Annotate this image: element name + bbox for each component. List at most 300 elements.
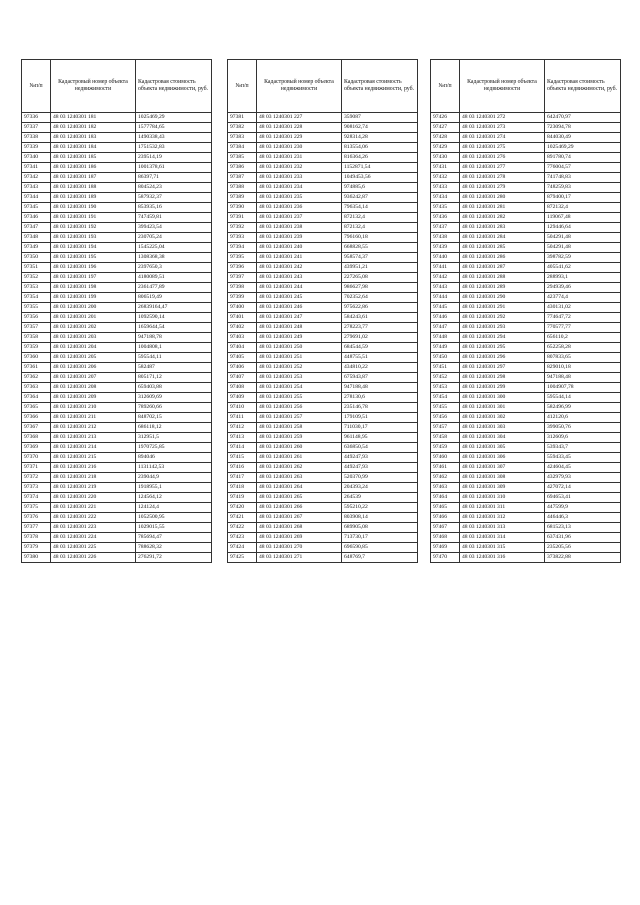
cell-cadastral-cost: 294939,46 xyxy=(545,283,621,293)
cell-cadastral-number: 48 03 1240301 282 xyxy=(460,213,545,223)
cell-cadastral-cost: 204393,24 xyxy=(342,483,418,493)
header-number: №п/п xyxy=(22,60,51,113)
cell-cadastral-number: 48 03 1240301 197 xyxy=(51,273,136,283)
cell-cadastral-cost: 642470,97 xyxy=(545,113,621,123)
cell-number: 97426 xyxy=(431,113,460,123)
cell-cadastral-number: 48 03 1240301 227 xyxy=(257,113,342,123)
cell-cadastral-number: 48 03 1240301 189 xyxy=(51,193,136,203)
cell-cadastral-number: 48 03 1240301 246 xyxy=(257,303,342,313)
table-row xyxy=(228,553,418,563)
cell-cadastral-cost: 278223,77 xyxy=(342,323,418,333)
cell-cadastral-cost: 432979,93 xyxy=(545,473,621,483)
cell-cadastral-cost: 741748,83 xyxy=(545,173,621,183)
cell-cadastral-number: 48 03 1240301 314 xyxy=(460,533,545,543)
cell-cadastral-number: 48 03 1240301 298 xyxy=(460,373,545,383)
table-row xyxy=(431,513,621,523)
cell-number: 97381 xyxy=(228,113,257,123)
cell-number: 97469 xyxy=(431,543,460,553)
cell-cadastral-number: 48 03 1240301 270 xyxy=(257,543,342,553)
cell-cadastral-cost: 636850,54 xyxy=(342,443,418,453)
cell-cadastral-cost: 520370,99 xyxy=(342,473,418,483)
cell-cadastral-number: 48 03 1240301 208 xyxy=(51,383,136,393)
cell-cadastral-number: 48 03 1240301 279 xyxy=(460,183,545,193)
table-body xyxy=(431,113,621,563)
cell-cadastral-number: 48 03 1240301 234 xyxy=(257,183,342,193)
table-row xyxy=(22,523,212,533)
cell-cadastral-number: 48 03 1240301 302 xyxy=(460,413,545,423)
cell-cadastral-cost: 974885,6 xyxy=(342,183,418,193)
cell-cadastral-number: 48 03 1240301 262 xyxy=(257,463,342,473)
cell-cadastral-number: 48 03 1240301 313 xyxy=(460,523,545,533)
cell-cadastral-cost: 747459,81 xyxy=(136,213,212,223)
cell-cadastral-number: 48 03 1240301 252 xyxy=(257,363,342,373)
cell-number: 97341 xyxy=(22,163,51,173)
cell-cadastral-cost: 947188,48 xyxy=(545,373,621,383)
cell-cadastral-cost: 844030,49 xyxy=(545,133,621,143)
cell-cadastral-cost: 776004,57 xyxy=(545,163,621,173)
cell-cadastral-number: 48 03 1240301 199 xyxy=(51,293,136,303)
cell-cadastral-cost: 399050,76 xyxy=(545,423,621,433)
cell-cadastral-cost: 312609,6 xyxy=(545,433,621,443)
cell-number: 97395 xyxy=(228,253,257,263)
cell-cadastral-cost: 872132,4 xyxy=(342,223,418,233)
table-row xyxy=(22,183,212,193)
table-row xyxy=(22,233,212,243)
cell-number: 97462 xyxy=(431,473,460,483)
cell-number: 97367 xyxy=(22,423,51,433)
cell-cadastral-cost: 1001378,61 xyxy=(136,163,212,173)
cell-cadastral-number: 48 03 1240301 311 xyxy=(460,503,545,513)
table-row xyxy=(431,273,621,283)
cell-number: 97359 xyxy=(22,343,51,353)
table-row xyxy=(228,443,418,453)
cell-number: 97349 xyxy=(22,243,51,253)
table-row xyxy=(431,433,621,443)
header-cadastral-number: Кадастровый номер объекта недвижимости xyxy=(51,60,136,113)
cell-number: 97351 xyxy=(22,263,51,273)
table-row xyxy=(228,503,418,513)
cell-cadastral-cost: 424604,45 xyxy=(545,463,621,473)
table-row xyxy=(431,373,621,383)
cell-cadastral-number: 48 03 1240301 225 xyxy=(51,543,136,553)
table-row xyxy=(431,303,621,313)
cell-number: 97424 xyxy=(228,543,257,553)
cell-cadastral-cost: 961148,95 xyxy=(342,433,418,443)
cell-cadastral-cost: 2361477,89 xyxy=(136,283,212,293)
cell-cadastral-cost: 1751532,83 xyxy=(136,143,212,153)
cell-number: 97398 xyxy=(228,283,257,293)
cell-number: 97418 xyxy=(228,483,257,493)
cell-cadastral-cost: 129446,64 xyxy=(545,223,621,233)
cell-number: 97441 xyxy=(431,263,460,273)
cell-cadastral-number: 48 03 1240301 201 xyxy=(51,313,136,323)
table-body xyxy=(22,113,212,563)
cell-number: 97379 xyxy=(22,543,51,553)
table-row xyxy=(228,543,418,553)
cell-cadastral-number: 48 03 1240301 207 xyxy=(51,373,136,383)
cell-cadastral-cost: 584243,61 xyxy=(342,313,418,323)
cell-number: 97374 xyxy=(22,493,51,503)
cell-number: 97338 xyxy=(22,133,51,143)
cell-number: 97356 xyxy=(22,313,51,323)
cell-number: 97358 xyxy=(22,333,51,343)
cell-cadastral-cost: 1049453,56 xyxy=(342,173,418,183)
table-row xyxy=(22,363,212,373)
cell-cadastral-number: 48 03 1240301 193 xyxy=(51,233,136,243)
cell-number: 97423 xyxy=(228,533,257,543)
cell-cadastral-number: 48 03 1240301 194 xyxy=(51,243,136,253)
cell-cadastral-cost: 446446,3 xyxy=(545,513,621,523)
cell-number: 97458 xyxy=(431,433,460,443)
cell-cadastral-cost: 803908,14 xyxy=(342,513,418,523)
cell-cadastral-cost: 582487 xyxy=(136,363,212,373)
cell-number: 97463 xyxy=(431,483,460,493)
cell-cadastral-number: 48 03 1240301 305 xyxy=(460,443,545,453)
cell-cadastral-number: 48 03 1240301 260 xyxy=(257,443,342,453)
cell-number: 97447 xyxy=(431,323,460,333)
table-row xyxy=(431,323,621,333)
cell-cadastral-number: 48 03 1240301 255 xyxy=(257,393,342,403)
cell-number: 97403 xyxy=(228,333,257,343)
cell-cadastral-cost: 1490338,43 xyxy=(136,133,212,143)
cell-cadastral-cost: 848702,15 xyxy=(136,413,212,423)
cell-cadastral-number: 48 03 1240301 213 xyxy=(51,433,136,443)
cell-cadastral-cost: 975622,86 xyxy=(342,303,418,313)
cell-number: 97363 xyxy=(22,383,51,393)
table-row xyxy=(431,173,621,183)
cell-number: 97400 xyxy=(228,303,257,313)
cell-number: 97444 xyxy=(431,293,460,303)
cell-number: 97445 xyxy=(431,303,460,313)
cell-cadastral-number: 48 03 1240301 304 xyxy=(460,433,545,443)
cell-cadastral-cost: 582496,99 xyxy=(545,403,621,413)
table-row xyxy=(228,373,418,383)
cell-number: 97454 xyxy=(431,393,460,403)
cell-cadastral-number: 48 03 1240301 285 xyxy=(460,243,545,253)
cell-cadastral-cost: 405541,62 xyxy=(545,263,621,273)
cell-cadastral-cost: 689905,08 xyxy=(342,523,418,533)
table-row xyxy=(431,463,621,473)
cell-cadastral-cost: 1025469,29 xyxy=(136,113,212,123)
table-row xyxy=(22,453,212,463)
cell-cadastral-number: 48 03 1240301 306 xyxy=(460,453,545,463)
cell-number: 97427 xyxy=(431,123,460,133)
cell-cadastral-number: 48 03 1240301 289 xyxy=(460,283,545,293)
table-row xyxy=(431,253,621,263)
cell-cadastral-cost: 359087 xyxy=(342,113,418,123)
cell-number: 97382 xyxy=(228,123,257,133)
cell-cadastral-cost: 796160,18 xyxy=(342,233,418,243)
cell-number: 97455 xyxy=(431,403,460,413)
header-number: №п/п xyxy=(431,60,460,113)
table-row xyxy=(431,403,621,413)
cell-cadastral-cost: 2397650,3 xyxy=(136,263,212,273)
cell-cadastral-number: 48 03 1240301 216 xyxy=(51,463,136,473)
cell-cadastral-cost: 879400,17 xyxy=(545,193,621,203)
cell-cadastral-cost: 504291,48 xyxy=(545,233,621,243)
cell-cadastral-cost: 427072,14 xyxy=(545,483,621,493)
table-row xyxy=(22,503,212,513)
table-row xyxy=(228,263,418,273)
table-row xyxy=(228,153,418,163)
cell-cadastral-number: 48 03 1240301 231 xyxy=(257,153,342,163)
cell-cadastral-cost: 559433,45 xyxy=(545,453,621,463)
cell-cadastral-number: 48 03 1240301 299 xyxy=(460,383,545,393)
cell-number: 97432 xyxy=(431,173,460,183)
cell-cadastral-number: 48 03 1240301 297 xyxy=(460,363,545,373)
cell-cadastral-cost: 668828,55 xyxy=(342,243,418,253)
cell-number: 97362 xyxy=(22,373,51,383)
cell-cadastral-cost: 1004907,78 xyxy=(545,383,621,393)
cell-cadastral-cost: 637431,96 xyxy=(545,533,621,543)
table-row xyxy=(228,243,418,253)
table-row xyxy=(228,233,418,243)
cell-number: 97420 xyxy=(228,503,257,513)
table-row xyxy=(228,453,418,463)
cell-cadastral-number: 48 03 1240301 248 xyxy=(257,323,342,333)
cell-cadastral-cost: 1545225,04 xyxy=(136,243,212,253)
cell-number: 97389 xyxy=(228,193,257,203)
cell-cadastral-number: 48 03 1240301 286 xyxy=(460,253,545,263)
cell-cadastral-number: 48 03 1240301 215 xyxy=(51,453,136,463)
cell-number: 97353 xyxy=(22,283,51,293)
cell-cadastral-number: 48 03 1240301 203 xyxy=(51,333,136,343)
cell-cadastral-number: 48 03 1240301 261 xyxy=(257,453,342,463)
header-cadastral-number: Кадастровый номер объекта недвижимости xyxy=(460,60,545,113)
table-row xyxy=(228,433,418,443)
cell-cadastral-number: 48 03 1240301 264 xyxy=(257,483,342,493)
cell-cadastral-number: 48 03 1240301 187 xyxy=(51,173,136,183)
cell-number: 97450 xyxy=(431,353,460,363)
cell-cadastral-number: 48 03 1240301 303 xyxy=(460,423,545,433)
cell-number: 97416 xyxy=(228,463,257,473)
cell-cadastral-cost: 853935,16 xyxy=(136,203,212,213)
table-row xyxy=(431,453,621,463)
cell-cadastral-number: 48 03 1240301 191 xyxy=(51,213,136,223)
cell-cadastral-cost: 398782,59 xyxy=(545,253,621,263)
header-cadastral-number: Кадастровый номер объекта недвижимости xyxy=(257,60,342,113)
cell-cadastral-number: 48 03 1240301 220 xyxy=(51,493,136,503)
cell-cadastral-number: 48 03 1240301 192 xyxy=(51,223,136,233)
cell-number: 97360 xyxy=(22,353,51,363)
cell-cadastral-number: 48 03 1240301 265 xyxy=(257,493,342,503)
table-row xyxy=(22,123,212,133)
cell-cadastral-number: 48 03 1240301 230 xyxy=(257,143,342,153)
table-row xyxy=(431,553,621,563)
cell-number: 97425 xyxy=(228,553,257,563)
cell-cadastral-cost: 1918955,1 xyxy=(136,483,212,493)
cell-cadastral-cost: 958574,37 xyxy=(342,253,418,263)
cell-cadastral-cost: 788628,32 xyxy=(136,543,212,553)
cell-number: 97405 xyxy=(228,353,257,363)
cell-cadastral-number: 48 03 1240301 310 xyxy=(460,493,545,503)
cell-cadastral-cost: 894046 xyxy=(136,453,212,463)
cell-cadastral-cost: 312951,5 xyxy=(136,433,212,443)
table-row xyxy=(431,163,621,173)
cell-number: 97373 xyxy=(22,483,51,493)
cell-cadastral-number: 48 03 1240301 233 xyxy=(257,173,342,183)
cell-cadastral-number: 48 03 1240301 210 xyxy=(51,403,136,413)
table-row xyxy=(22,193,212,203)
table-header-row xyxy=(228,60,418,113)
table-row xyxy=(431,493,621,503)
cell-cadastral-cost: 276291,72 xyxy=(136,553,212,563)
table-row xyxy=(228,293,418,303)
cell-cadastral-number: 48 03 1240301 249 xyxy=(257,333,342,343)
table-row xyxy=(431,213,621,223)
table-row xyxy=(431,343,621,353)
cell-cadastral-cost: 449247,93 xyxy=(342,463,418,473)
cell-cadastral-cost: 4180089,51 xyxy=(136,273,212,283)
header-cadastral-cost: Кадастровая стоимость объекта недвижимости, руб. xyxy=(545,60,621,113)
cell-number: 97339 xyxy=(22,143,51,153)
cell-cadastral-number: 48 03 1240301 211 xyxy=(51,413,136,423)
table-row xyxy=(431,503,621,513)
table-row xyxy=(22,333,212,343)
cell-cadastral-cost: 986627,98 xyxy=(342,283,418,293)
cell-cadastral-cost: 373822,88 xyxy=(545,553,621,563)
cell-cadastral-cost: 686118,12 xyxy=(136,423,212,433)
table-row xyxy=(431,473,621,483)
cell-cadastral-number: 48 03 1240301 287 xyxy=(460,263,545,273)
cell-cadastral-cost: 813554,06 xyxy=(342,143,418,153)
cell-number: 97456 xyxy=(431,413,460,423)
cell-cadastral-number: 48 03 1240301 226 xyxy=(51,553,136,563)
table-row xyxy=(431,153,621,163)
cell-cadastral-number: 48 03 1240301 186 xyxy=(51,163,136,173)
table-row xyxy=(431,333,621,343)
table-row xyxy=(228,493,418,503)
cell-cadastral-number: 48 03 1240301 221 xyxy=(51,503,136,513)
cell-cadastral-cost: 723094,78 xyxy=(545,123,621,133)
table-row xyxy=(228,253,418,263)
cell-number: 97453 xyxy=(431,383,460,393)
cell-cadastral-cost: 124564,12 xyxy=(136,493,212,503)
cell-cadastral-cost: 1052500,95 xyxy=(136,513,212,523)
table-row xyxy=(22,553,212,563)
cell-cadastral-number: 48 03 1240301 244 xyxy=(257,283,342,293)
cell-cadastral-cost: 227265,08 xyxy=(342,273,418,283)
cell-cadastral-number: 48 03 1240301 223 xyxy=(51,523,136,533)
cell-cadastral-number: 48 03 1240301 182 xyxy=(51,123,136,133)
table-row xyxy=(22,273,212,283)
cell-cadastral-cost: 595210,22 xyxy=(342,503,418,513)
cell-number: 97436 xyxy=(431,213,460,223)
cell-cadastral-cost: 785694,47 xyxy=(136,533,212,543)
cell-cadastral-number: 48 03 1240301 292 xyxy=(460,313,545,323)
table-row xyxy=(228,333,418,343)
table-row xyxy=(228,163,418,173)
cell-cadastral-number: 48 03 1240301 202 xyxy=(51,323,136,333)
cadastre-table-1 xyxy=(21,59,212,563)
cell-number: 97428 xyxy=(431,133,460,143)
cell-cadastral-number: 48 03 1240301 229 xyxy=(257,133,342,143)
cell-number: 97439 xyxy=(431,243,460,253)
table-row xyxy=(228,143,418,153)
table-row xyxy=(431,233,621,243)
cell-cadastral-number: 48 03 1240301 309 xyxy=(460,483,545,493)
cell-number: 97464 xyxy=(431,493,460,503)
table-row xyxy=(22,223,212,233)
cell-cadastral-number: 48 03 1240301 272 xyxy=(460,113,545,123)
cell-cadastral-cost: 235146,78 xyxy=(342,403,418,413)
table-row xyxy=(22,173,212,183)
table-row xyxy=(228,203,418,213)
table-row xyxy=(431,363,621,373)
table-row xyxy=(431,243,621,253)
cell-number: 97388 xyxy=(228,183,257,193)
cell-number: 97461 xyxy=(431,463,460,473)
cell-cadastral-cost: 430131,02 xyxy=(545,303,621,313)
cell-cadastral-number: 48 03 1240301 181 xyxy=(51,113,136,123)
cell-cadastral-cost: 235205,56 xyxy=(545,543,621,553)
table-row xyxy=(22,483,212,493)
cell-cadastral-number: 48 03 1240301 267 xyxy=(257,513,342,523)
cell-number: 97336 xyxy=(22,113,51,123)
cell-cadastral-number: 48 03 1240301 239 xyxy=(257,233,342,243)
table-row xyxy=(431,143,621,153)
cell-number: 97384 xyxy=(228,143,257,153)
cell-cadastral-cost: 1970725,85 xyxy=(136,443,212,453)
cell-number: 97411 xyxy=(228,413,257,423)
cell-cadastral-number: 48 03 1240301 283 xyxy=(460,223,545,233)
cell-number: 97369 xyxy=(22,443,51,453)
table-row xyxy=(431,543,621,553)
cell-number: 97435 xyxy=(431,203,460,213)
cell-number: 97437 xyxy=(431,223,460,233)
cell-number: 97457 xyxy=(431,423,460,433)
table-row xyxy=(22,163,212,173)
cell-cadastral-number: 48 03 1240301 206 xyxy=(51,363,136,373)
table-row xyxy=(431,113,621,123)
cell-cadastral-number: 48 03 1240301 257 xyxy=(257,413,342,423)
cell-number: 97350 xyxy=(22,253,51,263)
cell-number: 97365 xyxy=(22,403,51,413)
table-row xyxy=(22,153,212,163)
cell-cadastral-number: 48 03 1240301 219 xyxy=(51,483,136,493)
cell-number: 97342 xyxy=(22,173,51,183)
table-row xyxy=(228,173,418,183)
cell-cadastral-cost: 179109,51 xyxy=(342,413,418,423)
table-row xyxy=(228,343,418,353)
cell-cadastral-cost: 816364,26 xyxy=(342,153,418,163)
cell-cadastral-number: 48 03 1240301 242 xyxy=(257,263,342,273)
cell-cadastral-cost: 711030,17 xyxy=(342,423,418,433)
cell-cadastral-number: 48 03 1240301 291 xyxy=(460,303,545,313)
cell-number: 97448 xyxy=(431,333,460,343)
cell-number: 97343 xyxy=(22,183,51,193)
cell-cadastral-cost: 448755,51 xyxy=(342,353,418,363)
cell-cadastral-cost: 659403,88 xyxy=(136,383,212,393)
table-body xyxy=(228,113,418,563)
cell-cadastral-number: 48 03 1240301 273 xyxy=(460,123,545,133)
cell-number: 97402 xyxy=(228,323,257,333)
table-row xyxy=(22,413,212,423)
table-row xyxy=(228,133,418,143)
cell-cadastral-cost: 278130,6 xyxy=(342,393,418,403)
cell-number: 97352 xyxy=(22,273,51,283)
cell-cadastral-cost: 891780,74 xyxy=(545,153,621,163)
cell-cadastral-cost: 681523,13 xyxy=(545,523,621,533)
cell-cadastral-cost: 449247,93 xyxy=(342,453,418,463)
cell-cadastral-cost: 264539 xyxy=(342,493,418,503)
cell-cadastral-number: 48 03 1240301 284 xyxy=(460,233,545,243)
cell-cadastral-cost: 434810,22 xyxy=(342,363,418,373)
cell-number: 97355 xyxy=(22,303,51,313)
table-row xyxy=(228,223,418,233)
cell-cadastral-cost: 239044,9 xyxy=(136,473,212,483)
cell-number: 97394 xyxy=(228,243,257,253)
